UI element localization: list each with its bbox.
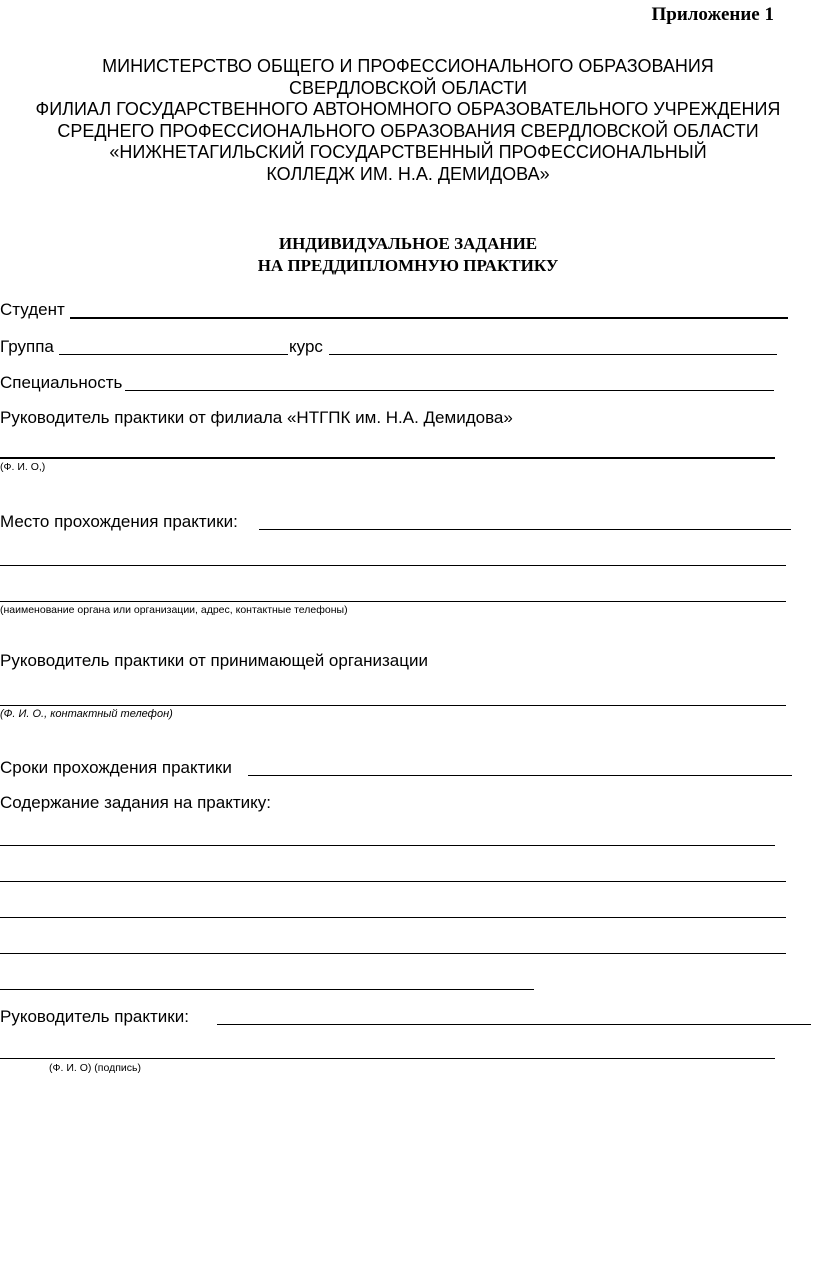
header-line: ФИЛИАЛ ГОСУДАРСТВЕННОГО АВТОНОМНОГО ОБРАЗОВАТЕЛЬНОГО УЧРЕЖДЕНИЯ xyxy=(35,99,781,119)
org-supervisor-field[interactable] xyxy=(0,705,786,706)
student-field[interactable] xyxy=(70,317,788,319)
place-field[interactable] xyxy=(259,529,791,530)
student-label: Студент xyxy=(0,300,65,319)
specialty-label: Специальность xyxy=(0,373,123,392)
place-field-line-2[interactable] xyxy=(0,565,786,566)
supervisor-field[interactable] xyxy=(217,1024,811,1025)
branch-supervisor-field[interactable] xyxy=(0,457,775,459)
course-field[interactable] xyxy=(329,354,777,355)
dates-field[interactable] xyxy=(248,775,792,776)
document-title xyxy=(0,233,816,277)
place-label: Место прохождения практики: xyxy=(0,512,238,531)
supervisor-caption: (Ф. И. О) (подпись) xyxy=(49,1062,141,1074)
specialty-field[interactable] xyxy=(125,390,774,391)
group-field[interactable] xyxy=(59,354,288,355)
content-line[interactable] xyxy=(0,845,775,846)
content-line[interactable] xyxy=(0,881,786,882)
content-line[interactable] xyxy=(0,989,534,990)
content-line[interactable] xyxy=(0,917,786,918)
group-label: Группа xyxy=(0,337,54,356)
supervisor-signature-line[interactable] xyxy=(0,1058,775,1059)
header-line: МИНИСТЕРСТВО ОБЩЕГО И ПРОФЕССИОНАЛЬНОГО ОБРАЗОВАНИЯ xyxy=(102,56,714,76)
header-line: СВЕРДЛОВСКОЙ ОБЛАСТИ xyxy=(288,77,528,98)
course-label: курс xyxy=(289,337,323,356)
org-supervisor-label: Руководитель практики от принимающей организации xyxy=(0,651,428,670)
title-line: НА ПРЕДДИПЛОМНУЮ ПРАКТИКУ xyxy=(257,256,559,275)
content-line[interactable] xyxy=(0,953,786,954)
header-line: «НИЖНЕТАГИЛЬСКИЙ ГОСУДАРСТВЕННЫЙ ПРОФЕССИОНАЛЬНЫЙ xyxy=(109,142,707,162)
header-line: СРЕДНЕГО ПРОФЕССИОНАЛЬНОГО ОБРАЗОВАНИЯ СВЕРДЛОВСКОЙ ОБЛАСТИ xyxy=(57,120,759,141)
place-field-line-3[interactable] xyxy=(0,601,786,602)
dates-label: Сроки прохождения практики xyxy=(0,758,232,777)
org-supervisor-caption: (Ф. И. О., контактный телефон) xyxy=(0,708,173,720)
content-label: Содержание задания на практику: xyxy=(0,793,271,812)
branch-supervisor-caption: (Ф. И. О,) xyxy=(0,461,46,473)
appendix-label: Приложение 1 xyxy=(651,4,774,25)
title-line: ИНДИВИДУАЛЬНОЕ ЗАДАНИЕ xyxy=(278,234,538,253)
header-line: КОЛЛЕДЖ ИМ. Н.А. ДЕМИДОВА» xyxy=(266,163,550,184)
place-caption: (наименование органа или организации, адрес, контактные телефоны) xyxy=(0,604,348,616)
institution-header xyxy=(0,56,816,185)
branch-supervisor-label: Руководитель практики от филиала «НТГПК им. Н.А. Демидова» xyxy=(0,408,513,427)
supervisor-label: Руководитель практики: xyxy=(0,1007,189,1026)
